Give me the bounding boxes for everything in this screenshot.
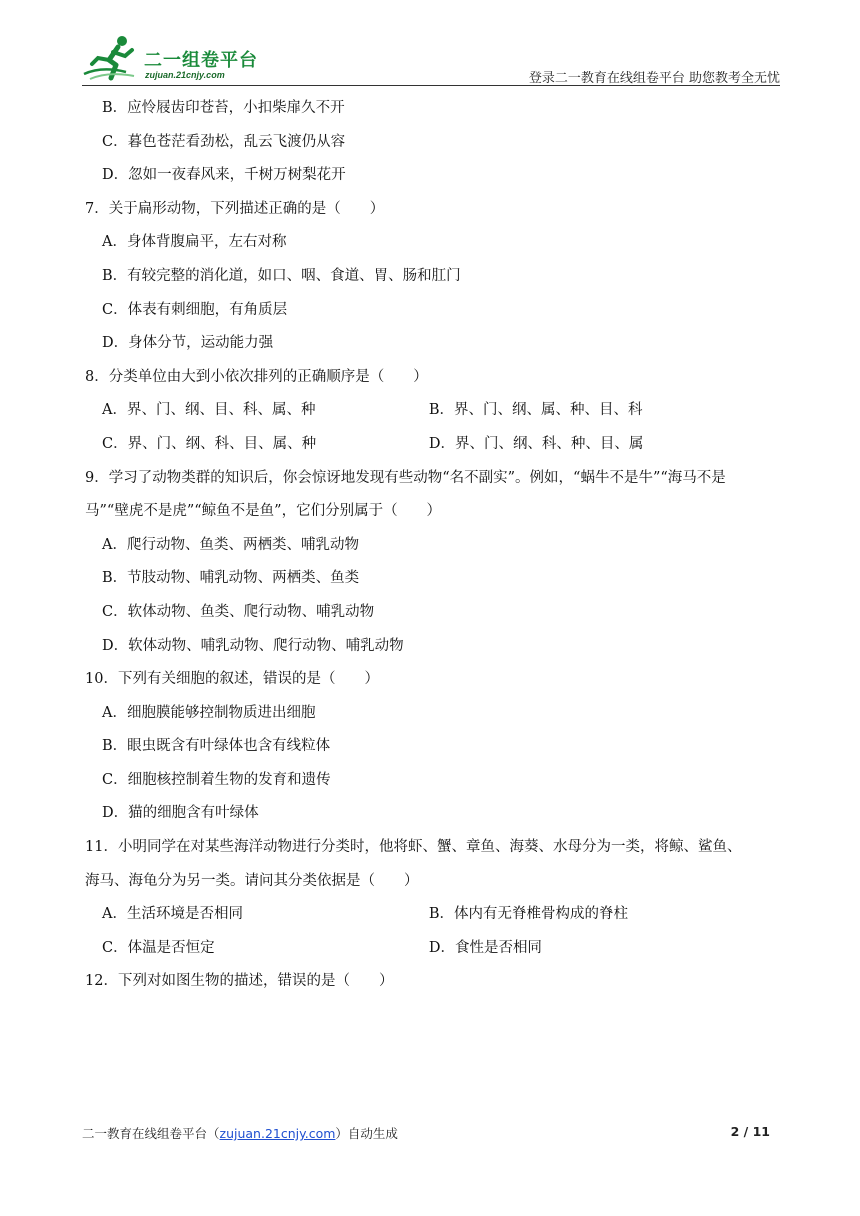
option-text: D．界、门、纲、科、种、目、属 xyxy=(428,435,644,452)
option-row xyxy=(82,898,780,932)
option-text: B．节肢动物、哺乳动物、两栖类、鱼类 xyxy=(102,570,360,587)
option-text: D．身体分节，运动能力强 xyxy=(102,335,274,352)
option-text: B．眼虫既含有叶绿体也含有线粒体 xyxy=(102,738,331,755)
header-divider xyxy=(82,85,780,86)
footer-suffix: ）自动生成 xyxy=(335,1126,398,1141)
question-text: 11．小明同学在对某些海洋动物进行分类时，他将虾、蟹、章鱼、海葵、水母分为一类，将鲸、鲨鱼、 xyxy=(85,839,742,856)
logo xyxy=(82,34,282,82)
footer-prefix: 二一教育在线组卷平台（ xyxy=(82,1126,220,1141)
option-text: D．食性是否相同 xyxy=(428,939,542,956)
runner-logo-icon xyxy=(82,34,144,82)
header-slogan: 登录二一教育在线组卷平台 助您教考全无忧 xyxy=(528,71,780,86)
option-row xyxy=(82,394,780,428)
option-text: A．细胞膜能够控制物质进出细胞 xyxy=(102,704,316,721)
option-text: C．界、门、纲、科、目、属、种 xyxy=(102,435,317,452)
question-text: 10．下列有关细胞的叙述，错误的是（ ） xyxy=(85,671,379,688)
footer-link[interactable]: zujuan.21cnjy.com xyxy=(219,1126,336,1141)
option-text: A．爬行动物、鱼类、两栖类、哺乳动物 xyxy=(102,536,359,553)
page-number: 2 / 11 xyxy=(730,1124,770,1139)
question-text: 9．学习了动物类群的知识后，你会惊讶地发现有些动物“名不副实”。例如，“蜗牛不是牛”“海马不是 xyxy=(85,469,726,486)
option-text: B．应怜屐齿印苍苔，小扣柴扉久不开 xyxy=(102,100,345,116)
option-text: C．细胞核控制着生物的发育和遗传 xyxy=(102,771,331,788)
option-text: D．猫的细胞含有叶绿体 xyxy=(102,805,259,822)
option-text: A．生活环境是否相同 xyxy=(102,906,243,923)
question-text-continued: 海马、海龟分为另一类。请问其分类依据是（ ） xyxy=(85,872,419,889)
option-row xyxy=(82,932,780,966)
question-text: 12．下列对如图生物的描述，错误的是（ ） xyxy=(85,973,394,990)
question-content xyxy=(82,92,780,999)
option-text: A．界、门、纲、目、科、属、种 xyxy=(102,402,316,419)
logo-title: 二一组卷平台 xyxy=(144,50,258,71)
option-text: C．体表有刺细胞，有角质层 xyxy=(102,301,288,318)
page-header xyxy=(82,34,780,86)
option-text: C．软体动物、鱼类、爬行动物、哺乳动物 xyxy=(102,603,375,620)
logo-url: zujuan.21cnjy.com xyxy=(145,70,225,80)
question-text: 7．关于扁形动物，下列描述正确的是（ ） xyxy=(85,200,385,217)
option-text: C．体温是否恒定 xyxy=(102,939,215,956)
option-text: D．忽如一夜春风来，千树万树梨花开 xyxy=(102,167,346,184)
option-text: B．体内有无脊椎骨构成的脊柱 xyxy=(428,906,628,923)
option-text: D．软体动物、哺乳动物、爬行动物、哺乳动物 xyxy=(102,637,404,654)
page-footer xyxy=(82,1124,780,1146)
option-text: B．界、门、纲、属、种、目、科 xyxy=(428,402,643,419)
question-text-continued: 马”“壁虎不是虎”“鲸鱼不是鱼”，它们分别属于（ ） xyxy=(85,503,442,520)
option-text: A．身体背腹扁平，左右对称 xyxy=(102,234,287,251)
option-text: B．有较完整的消化道，如口、咽、食道、胃、肠和肛门 xyxy=(102,267,461,284)
option-text: C．暮色苍茫看劲松，乱云飞渡仍从容 xyxy=(102,133,346,150)
option-row xyxy=(82,428,780,462)
question-text: 8．分类单位由大到小依次排列的正确顺序是（ ） xyxy=(85,368,428,385)
